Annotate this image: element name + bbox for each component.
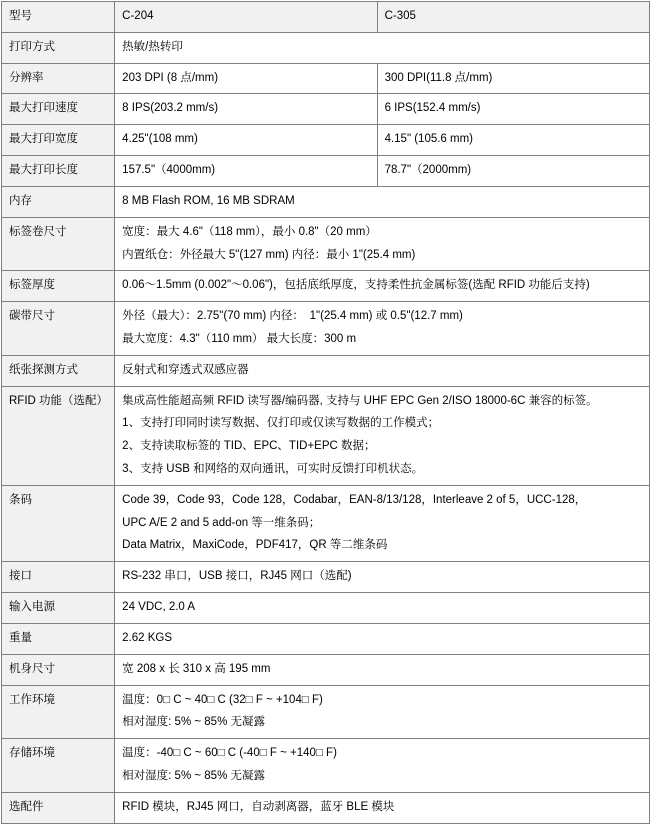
row-label: 输入电源 — [2, 593, 115, 624]
row-value-both — [115, 623, 650, 654]
row-value-both — [115, 217, 650, 271]
value-line: 3、支持 USB 和网络的双向通讯，可实时反馈打印机状态。 — [122, 463, 424, 475]
row-label: 工作环境 — [2, 685, 115, 739]
row-value-both — [115, 739, 650, 793]
row-value-both — [115, 485, 650, 561]
row-value-model-b — [377, 156, 649, 187]
row-label: 条码 — [2, 485, 115, 561]
table-row — [2, 355, 650, 386]
specification-table — [1, 1, 650, 824]
table-row — [2, 94, 650, 125]
row-label: 选配件 — [2, 792, 115, 823]
row-value-both — [115, 593, 650, 624]
value-line: 2、支持读取标签的 TID、EPC、TID+EPC 数据； — [122, 440, 376, 453]
table-row — [2, 792, 650, 823]
table-row — [2, 562, 650, 593]
table-row — [2, 485, 650, 561]
value-line: 最大宽度：4.3"（110 mm） 最大长度：300 m — [122, 332, 357, 345]
value-line: Data Matrix，MaxiCode，PDF417，QR 等二维条码 — [122, 539, 388, 552]
table-row — [2, 302, 650, 356]
table-row — [2, 32, 650, 63]
row-label: 打印方式 — [2, 32, 115, 63]
value-line: 78.7"（2000mm) — [384, 164, 472, 177]
row-value-model-a — [115, 125, 377, 156]
row-label: 内存 — [2, 186, 115, 217]
value-line: 203 DPI (8 点/mm) — [122, 71, 219, 84]
table-row — [2, 386, 650, 485]
row-label: 纸张探测方式 — [2, 355, 115, 386]
value-line: RS-232 串口，USB 接口，RJ45 网口（选配) — [122, 570, 352, 583]
table-row — [2, 739, 650, 793]
value-line: 内置纸仓：外径最大 5"(127 mm) 内径：最小 1"(25.4 mm) — [122, 248, 416, 261]
value-line: Code 39，Code 93，Code 128，Codabar，EAN-8/13/128，Interleave 2 of 5，UCC-128， — [122, 493, 587, 506]
value-line: 温度：0□ C ~ 40□ C (32□ F ~ +104□ F) — [122, 693, 323, 706]
row-value-both — [115, 355, 650, 386]
row-label: 分辨率 — [2, 63, 115, 94]
value-line: 相对湿度: 5% ~ 85% 无凝露 — [122, 769, 266, 782]
row-label: 标签厚度 — [2, 271, 115, 302]
value-line: 反射式和穿透式双感应器 — [122, 363, 249, 376]
header-label: 型号 — [2, 2, 115, 33]
row-value-model-a — [115, 156, 377, 187]
value-line: 集成高性能超高频 RFID 读写器/编码器, 支持与 UHF EPC Gen 2/ISO 18000-6C 兼容的标签。 — [122, 394, 598, 407]
table-row — [2, 271, 650, 302]
row-value-both — [115, 685, 650, 739]
value-line: 温度：-40□ C ~ 60□ C (-40□ F ~ +140□ F) — [122, 747, 337, 760]
value-line: 1、支持打印同时读写数据、仅打印或仅读写数据的工作模式； — [122, 417, 440, 430]
row-value-both — [115, 32, 650, 63]
row-label: 碳带尺寸 — [2, 302, 115, 356]
value-line: 热敏/热转印 — [122, 40, 183, 53]
value-line: RFID 模块，RJ45 网口，自动剥离器，蓝牙 BLE 模块 — [122, 800, 395, 813]
row-value-both — [115, 792, 650, 823]
table-row — [2, 623, 650, 654]
header-model-b: C-305 — [377, 2, 649, 33]
value-line: 8 MB Flash ROM, 16 MB SDRAM — [122, 194, 295, 207]
value-line: 24 VDC, 2.0 A — [122, 601, 196, 614]
row-label: 接口 — [2, 562, 115, 593]
table-row — [2, 217, 650, 271]
row-label: 标签卷尺寸 — [2, 217, 115, 271]
value-line: 2.62 KGS — [122, 631, 173, 644]
row-label: 最大打印宽度 — [2, 125, 115, 156]
value-line: 6 IPS(152.4 mm/s) — [384, 102, 481, 115]
value-line: 宽度：最大 4.6"（118 mm），最小 0.8"（20 mm） — [122, 225, 377, 238]
row-value-model-a — [115, 94, 377, 125]
value-line: 8 IPS(203.2 mm/s) — [122, 102, 219, 115]
row-label: RFID 功能（选配） — [2, 386, 115, 485]
row-value-model-b — [377, 125, 649, 156]
row-value-both — [115, 271, 650, 302]
value-line: UPC A/E 2 and 5 add-on 等一维条码； — [122, 516, 321, 529]
value-line: 外径（最大）：2.75"(70 mm) 内径： 1"(25.4 mm) 或 0.5"(12.7 mm) — [122, 310, 463, 323]
value-line: 4.25"(108 mm) — [122, 133, 198, 146]
row-value-both — [115, 654, 650, 685]
row-label: 重量 — [2, 623, 115, 654]
value-line: 0.06～1.5mm (0.002"～0.06")，包括底纸厚度，支持柔性抗金属标签(选配 RFID 功能后支持) — [122, 279, 590, 292]
table-header-row — [2, 2, 650, 33]
table-header — [2, 2, 650, 33]
table-row — [2, 186, 650, 217]
row-value-both — [115, 186, 650, 217]
row-label: 最大打印速度 — [2, 94, 115, 125]
row-value-model-b — [377, 63, 649, 94]
value-line: 宽 208 x 长 310 x 高 195 mm — [122, 662, 271, 675]
row-value-both — [115, 562, 650, 593]
row-value-both — [115, 386, 650, 485]
value-line: 4.15" (105.6 mm) — [384, 133, 474, 146]
table-body — [2, 32, 650, 823]
row-label: 存储环境 — [2, 739, 115, 793]
row-value-model-a — [115, 63, 377, 94]
row-value-model-b — [377, 94, 649, 125]
row-label: 最大打印长度 — [2, 156, 115, 187]
table-row — [2, 125, 650, 156]
header-model-a: C-204 — [115, 2, 377, 33]
value-line: 300 DPI(11.8 点/mm) — [384, 71, 493, 84]
table-row — [2, 685, 650, 739]
table-row — [2, 63, 650, 94]
table-row — [2, 593, 650, 624]
row-label: 机身尺寸 — [2, 654, 115, 685]
value-line: 157.5"（4000mm) — [122, 164, 216, 177]
row-value-both — [115, 302, 650, 356]
table-row — [2, 156, 650, 187]
value-line: 相对湿度: 5% ~ 85% 无凝露 — [122, 716, 266, 729]
table-row — [2, 654, 650, 685]
